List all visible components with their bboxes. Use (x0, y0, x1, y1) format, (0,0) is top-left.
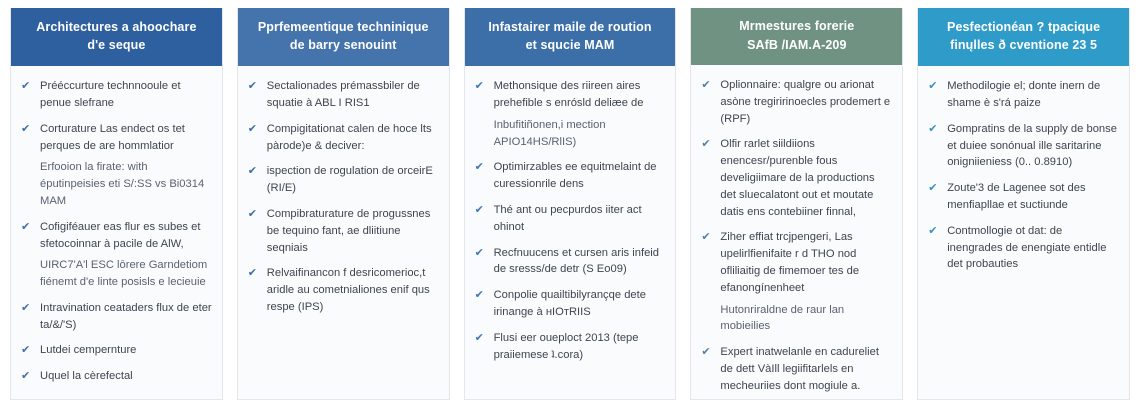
column (917, 8, 1130, 400)
list-item-sub (21, 257, 212, 291)
list-item (928, 78, 1119, 112)
list-item-text: Olfir rarlet siildiions enencesr/purenble fous develigiimare de la productions det sluecalatont out et moutate datis ens contebiiner finnal, (720, 138, 875, 218)
list-item-text: Cofigiféauer eas flur es subes et sfetocoinnar à pacile de AlW, (40, 220, 201, 250)
check-icon: ✔ (474, 289, 484, 302)
list-item-text: Ziher effiat trcjpengeri, Las upelirlfienifaite r d THO nod ofliliaitig de fimemoer tes de efanongínenheet (720, 231, 860, 294)
list-item-sub (21, 159, 212, 209)
list-item-text: Expert inatwelanle en cadureliet de dett VàIll legiifitarlels en mecheuriies dont mogiule a. (720, 346, 879, 392)
list-item-text: Gompratins de la supply de bonse et duiee sonónual ille saritarine onigniieniess (0.. 0.8910) (947, 122, 1117, 169)
list-item-sub (701, 302, 892, 336)
list-item (248, 265, 439, 315)
list-item (701, 344, 892, 394)
list-item (21, 368, 212, 385)
column-body (691, 65, 902, 399)
column-title-line1: Architectures a ahoochare (36, 19, 197, 34)
list-item (475, 245, 666, 279)
list-item (21, 219, 212, 253)
check-icon: ✔ (474, 161, 484, 174)
column-title-line2: et squcie MAM (525, 38, 615, 53)
list-item-text: Corturature Las endect os tet perques de are hommlatior (40, 122, 185, 152)
list-item-text: Methonsique des riireen aires prehefible s enrósld deliæe de (493, 80, 644, 110)
column-title (488, 18, 651, 54)
column-title (36, 18, 196, 54)
list-item (475, 330, 666, 364)
list-item-text: Flusi eer oueploct 2013 (tepe praiiemese ʇ.cora) (493, 331, 639, 361)
check-icon: ✔ (928, 80, 938, 93)
list-item (475, 202, 666, 236)
list-item (248, 163, 439, 197)
check-icon: ✔ (928, 182, 938, 195)
check-icon: ✔ (21, 220, 31, 233)
list-item (928, 180, 1119, 214)
list-item (701, 229, 892, 296)
list-item (701, 136, 892, 220)
list-item (475, 78, 666, 112)
column-header (465, 8, 676, 66)
column-title-line1: Pesfectionéan ? tpacique (947, 20, 1101, 34)
list-item-sub (475, 117, 666, 151)
column-title-line1: Pprfemeentique techninique (257, 20, 429, 34)
column-body (918, 66, 1129, 399)
list-item-text: Methodilogie el; donte inern de shame è s'rá paize (947, 80, 1101, 110)
check-icon: ✔ (21, 344, 31, 357)
list-item-text: Conpolie quailtibilyrançqe dete irinange à ʜIOᴛRIIS (493, 289, 646, 319)
column-title (739, 17, 854, 53)
column-body (465, 66, 676, 399)
check-icon: ✔ (701, 138, 711, 151)
column-body (238, 66, 449, 399)
column-title-line2: d'e seque (87, 38, 146, 53)
check-icon: ✔ (474, 80, 484, 93)
list-item (248, 121, 439, 155)
check-icon: ✔ (247, 80, 258, 93)
column-header (11, 8, 222, 66)
column-body (11, 66, 222, 399)
column-title-line2: SAfB /IAM.A-209 (747, 37, 847, 52)
list-item (475, 159, 666, 193)
list-item-text: Relvaifinancon f desricomerioc,t aridle au cometnialiones enif qus respe (IPS) (266, 267, 430, 314)
list-item-text: Optimirzables ee equitmelaint de curessionrile dens (493, 161, 657, 191)
column (10, 8, 223, 400)
check-icon: ✔ (701, 346, 711, 359)
list-item-text: Uquel la cèrefectal (40, 370, 133, 383)
check-icon: ✔ (21, 80, 31, 93)
list-item (475, 287, 666, 321)
list-item-text: Compibraturature de progussnes be tequino fant, ae dliitiune seqniais (266, 208, 431, 254)
check-icon: ✔ (247, 267, 258, 280)
list-item (21, 342, 212, 359)
list-item (21, 300, 212, 334)
column-title (947, 18, 1100, 54)
list-item (21, 78, 212, 112)
check-icon: ✔ (247, 165, 258, 178)
list-item-text: Prééccurture technnooule et penue slefrane (40, 80, 181, 109)
check-icon: ✔ (21, 122, 31, 135)
check-icon: ✔ (928, 224, 938, 237)
list-item-text: Contmollogie ot dat: de inengrades de enengiate entidle det probauties (947, 224, 1107, 271)
check-icon: ✔ (474, 246, 484, 259)
check-icon: ✔ (701, 231, 711, 244)
column-header (918, 8, 1129, 66)
list-item-text: Oplionnaire: qualgre ou arionat asòne tregiririnoecles prodemert e (RPF) (720, 79, 891, 125)
list-item-text: Recfnuucens et cursen aris infeid de sresss/de detr (S Eo09) (493, 246, 660, 276)
list-item-text: Inbufitiñonen,i mection APIO14HS/RlIS) (493, 118, 606, 148)
column (464, 8, 677, 400)
check-icon: ✔ (247, 122, 258, 135)
column (690, 8, 903, 400)
check-icon: ✔ (247, 208, 258, 221)
list-item (248, 78, 439, 112)
list-item-text: Hutonriraldne de raur lan mobieilies (720, 303, 845, 333)
list-item-text: Erfooion la firate: with éputinpeisies eti S/:SS vs Bi0314 MAM (40, 161, 205, 207)
list-item-text: Intravination ceataders flux de eter ta/&/'S) (40, 301, 212, 331)
column-header (691, 8, 902, 65)
check-icon: ✔ (701, 79, 711, 92)
column-title-line1: Mrmestures forerie (739, 19, 855, 34)
list-item (928, 121, 1119, 171)
check-icon: ✔ (21, 301, 31, 314)
list-item (248, 206, 439, 256)
list-item-text: UIRC7'A'l ESC lōrere Garndetiom fiénemt d'e linte posisls e lecieuie (40, 259, 208, 289)
list-item-text: Lutdei cempernture (40, 344, 137, 357)
list-item (928, 223, 1119, 273)
list-item-text: ispection de rogulation de orceirE (RI/E) (266, 165, 433, 195)
column-title-line1: Infastairer maile de roution (488, 20, 652, 34)
column-title (258, 18, 429, 54)
column (237, 8, 450, 400)
check-icon: ✔ (21, 370, 31, 383)
check-icon: ✔ (474, 204, 484, 217)
column-title-line2: finųlles ð cventione 23 5 (950, 38, 1098, 53)
check-icon: ✔ (928, 122, 938, 135)
list-item-text: Sectalionades prémassbiler de squatie à ABL I RIS1 (266, 80, 420, 110)
check-icon: ✔ (474, 331, 484, 344)
list-item-text: Thé ant ou pecpurdos iiter act ohinot (493, 204, 642, 233)
list-item (701, 77, 892, 127)
list-item (21, 121, 212, 155)
list-item-text: Zoute'3 de Lagenee sot des menfiapllae et suctiunde (947, 182, 1086, 212)
column-header (238, 8, 449, 66)
list-item-text: Compigitationat calen de hoce lts pàrode)e & deciver: (266, 122, 432, 152)
column-title-line2: de barry senouint (289, 38, 397, 53)
